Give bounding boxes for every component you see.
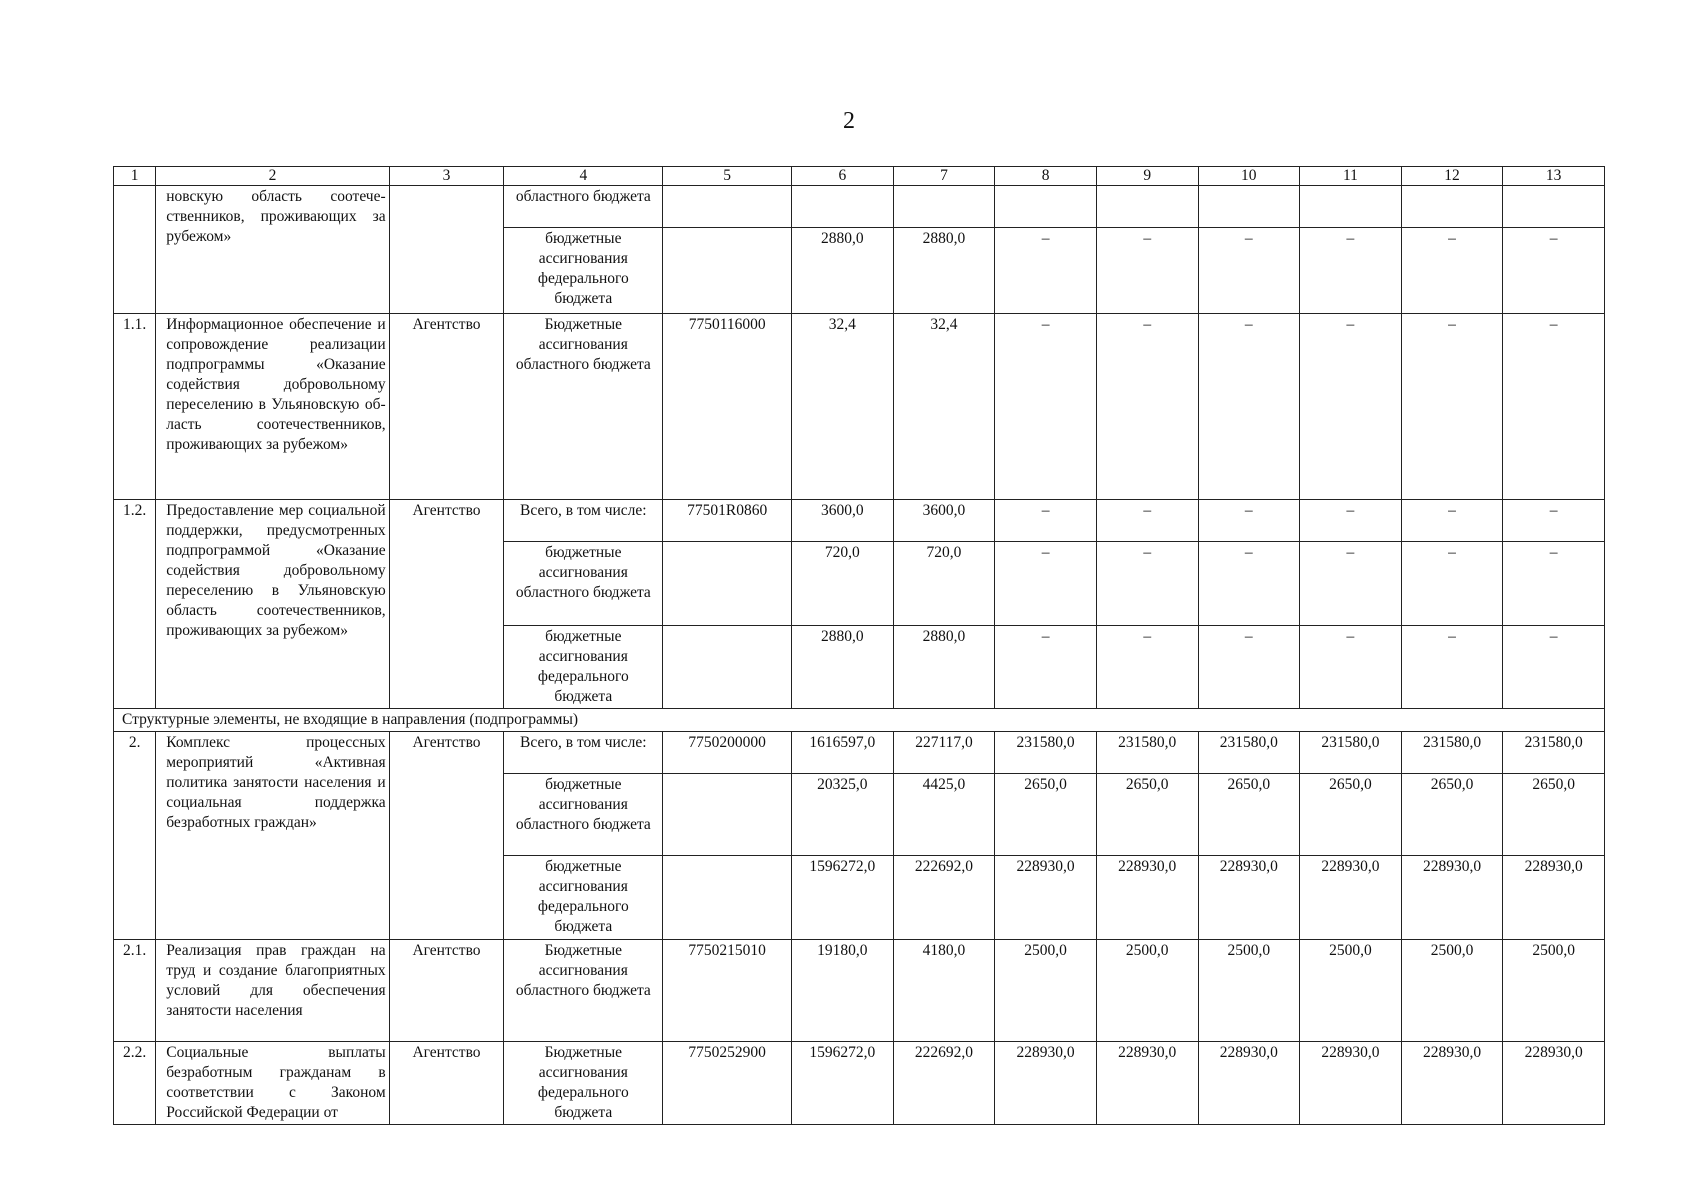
cell-value-col7: 222692,0 — [893, 1042, 995, 1125]
cell-index — [114, 186, 156, 314]
cell-name: Реализация прав граждан на труд и создание благоприятных условий для обеспечения занятости населения — [156, 940, 389, 1042]
cell-budget-code — [663, 856, 792, 940]
cell-funding-source: бюджетные ассигнования областного бюджета — [504, 542, 663, 626]
cell-index: 2. — [114, 732, 156, 940]
page-number: 2 — [843, 108, 855, 134]
cell-value-col11: – — [1300, 228, 1402, 314]
cell-executor — [389, 186, 504, 314]
cell-value-col10: – — [1198, 314, 1300, 500]
column-header-7: 7 — [893, 167, 995, 186]
cell-value-col6: 2880,0 — [792, 626, 894, 709]
cell-budget-code: 7750200000 — [663, 732, 792, 774]
row-1-2-total — [114, 500, 1605, 542]
cell-value-col11: 2650,0 — [1300, 774, 1402, 856]
cell-value-col12: 2500,0 — [1401, 940, 1503, 1042]
cell-value-col11 — [1300, 186, 1402, 228]
cell-name: новскую область соотечественников, проживающих за рубежом» — [156, 186, 389, 314]
column-header-11: 11 — [1300, 167, 1402, 186]
cell-index: 2.1. — [114, 940, 156, 1042]
cell-value-col11: 228930,0 — [1300, 856, 1402, 940]
cell-value-col13: 2650,0 — [1503, 774, 1605, 856]
cell-value-col7: 720,0 — [893, 542, 995, 626]
cell-value-col6: 1596272,0 — [792, 1042, 894, 1125]
cell-value-col9: – — [1096, 626, 1198, 709]
cell-value-col9: 231580,0 — [1096, 732, 1198, 774]
column-header-8: 8 — [995, 167, 1097, 186]
cell-funding-source: Бюджетные ассигнования федерального бюджета — [504, 1042, 663, 1125]
cell-value-col13: – — [1503, 228, 1605, 314]
cell-value-col8: – — [995, 314, 1097, 500]
cell-value-col12: – — [1401, 228, 1503, 314]
cell-value-col9: 228930,0 — [1096, 856, 1198, 940]
cell-budget-code — [663, 228, 792, 314]
cell-funding-source: Бюджетные ассигнования областного бюджета — [504, 314, 663, 500]
cell-value-col11: – — [1300, 314, 1402, 500]
cell-value-col6: 720,0 — [792, 542, 894, 626]
cell-budget-code — [663, 186, 792, 228]
cell-value-col8: – — [995, 500, 1097, 542]
cell-value-col13: 2500,0 — [1503, 940, 1605, 1042]
cell-value-col12: 228930,0 — [1401, 856, 1503, 940]
cell-value-col12: 231580,0 — [1401, 732, 1503, 774]
cont-oblast — [114, 186, 1605, 228]
cell-funding-source: областного бюджета — [504, 186, 663, 228]
column-header-1: 1 — [114, 167, 156, 186]
cell-budget-code — [663, 626, 792, 709]
cell-value-col12: – — [1401, 314, 1503, 500]
cell-value-col8: – — [995, 626, 1097, 709]
cell-value-col11: – — [1300, 542, 1402, 626]
cell-value-col11: 228930,0 — [1300, 1042, 1402, 1125]
cell-index: 2.2. — [114, 1042, 156, 1125]
cell-budget-code: 7750116000 — [663, 314, 792, 500]
cell-executor: Агентство — [389, 314, 504, 500]
budget-table — [113, 166, 1605, 1125]
row-2-2 — [114, 1042, 1605, 1125]
cell-executor: Агентство — [389, 1042, 504, 1125]
cell-value-col10: – — [1198, 542, 1300, 626]
cell-value-col11: – — [1300, 500, 1402, 542]
cell-value-col12: – — [1401, 626, 1503, 709]
cell-value-col9: 2650,0 — [1096, 774, 1198, 856]
cell-value-col7: 222692,0 — [893, 856, 995, 940]
cell-value-col7: 4180,0 — [893, 940, 995, 1042]
cell-value-col7: 32,4 — [893, 314, 995, 500]
cell-value-col8: 2500,0 — [995, 940, 1097, 1042]
column-header-3: 3 — [389, 167, 504, 186]
column-header-12: 12 — [1401, 167, 1503, 186]
cell-funding-source: бюджетные ассигнования областного бюджета — [504, 774, 663, 856]
cell-value-col9: – — [1096, 228, 1198, 314]
cell-index: 1.2. — [114, 500, 156, 709]
cell-value-col13: – — [1503, 500, 1605, 542]
cell-value-col11: – — [1300, 626, 1402, 709]
cell-value-col13: – — [1503, 626, 1605, 709]
cell-value-col10: 228930,0 — [1198, 1042, 1300, 1125]
cell-funding-source: Бюджетные ассигнования областного бюджета — [504, 940, 663, 1042]
cell-budget-code — [663, 774, 792, 856]
cell-funding-source: бюджетные ассигнования федерального бюджета — [504, 626, 663, 709]
cell-value-col13: 228930,0 — [1503, 856, 1605, 940]
cell-value-col8: – — [995, 228, 1097, 314]
cell-value-col9: – — [1096, 542, 1198, 626]
cell-value-col7 — [893, 186, 995, 228]
cell-budget-code: 7750215010 — [663, 940, 792, 1042]
cell-value-col6: 1616597,0 — [792, 732, 894, 774]
cell-value-col6: 2880,0 — [792, 228, 894, 314]
cell-value-col10: 231580,0 — [1198, 732, 1300, 774]
cell-name: Предоставление мер социальной поддержки, предусмотренных подпрограммой «Оказание содействия добровольному переселению в Ульяновскую область соотечественников, проживающих за рубежом» — [156, 500, 389, 709]
cell-budget-code — [663, 542, 792, 626]
cell-value-col6: 32,4 — [792, 314, 894, 500]
cell-value-col12: – — [1401, 500, 1503, 542]
column-header-2: 2 — [156, 167, 389, 186]
cell-funding-source: бюджетные ассигнования федерального бюджета — [504, 228, 663, 314]
cell-name: Информационное обеспечение и сопровождение реализации подпрограммы «Оказание содействия добровольному переселению в Ульяновскую область соотечественников, проживающих за рубежом» — [156, 314, 389, 500]
cell-value-col10: 228930,0 — [1198, 856, 1300, 940]
cell-value-col9: – — [1096, 500, 1198, 542]
cell-name: Социальные выплаты безработным гражданам в соответствии с Законом Российской Федерации от — [156, 1042, 389, 1125]
cell-value-col10 — [1198, 186, 1300, 228]
cell-value-col8: 228930,0 — [995, 856, 1097, 940]
cell-value-col9 — [1096, 186, 1198, 228]
column-header-10: 10 — [1198, 167, 1300, 186]
cell-name: Комплекс процессных мероприятий «Активная политика занятости населения и социальная поддержка безработных граждан» — [156, 732, 389, 940]
section-structural — [114, 709, 1605, 732]
cell-executor: Агентство — [389, 500, 504, 709]
cell-value-col7: 2880,0 — [893, 228, 995, 314]
cell-value-col6: 20325,0 — [792, 774, 894, 856]
cell-value-col10: – — [1198, 500, 1300, 542]
cell-value-col13: – — [1503, 314, 1605, 500]
cell-value-col8 — [995, 186, 1097, 228]
cell-value-col9: – — [1096, 314, 1198, 500]
column-header-4: 4 — [504, 167, 663, 186]
cell-value-col12: 228930,0 — [1401, 1042, 1503, 1125]
cell-value-col6: 3600,0 — [792, 500, 894, 542]
cell-value-col6: 19180,0 — [792, 940, 894, 1042]
cell-value-col13 — [1503, 186, 1605, 228]
row-2-1 — [114, 940, 1605, 1042]
cell-value-col10: – — [1198, 626, 1300, 709]
cell-value-col9: 228930,0 — [1096, 1042, 1198, 1125]
cell-value-col8: 228930,0 — [995, 1042, 1097, 1125]
cell-value-col8: 231580,0 — [995, 732, 1097, 774]
cell-value-col7: 227117,0 — [893, 732, 995, 774]
cell-value-col10: 2650,0 — [1198, 774, 1300, 856]
cell-value-col7: 2880,0 — [893, 626, 995, 709]
column-header-6: 6 — [792, 167, 894, 186]
header-row — [114, 167, 1605, 186]
cell-budget-code: 7750252900 — [663, 1042, 792, 1125]
column-header-5: 5 — [663, 167, 792, 186]
cell-value-col12: – — [1401, 542, 1503, 626]
cell-value-col10: – — [1198, 228, 1300, 314]
column-header-9: 9 — [1096, 167, 1198, 186]
cell-executor: Агентство — [389, 940, 504, 1042]
cell-value-col8: – — [995, 542, 1097, 626]
cell-value-col12 — [1401, 186, 1503, 228]
cell-value-col13: 231580,0 — [1503, 732, 1605, 774]
cell-value-col7: 3600,0 — [893, 500, 995, 542]
cell-value-col9: 2500,0 — [1096, 940, 1198, 1042]
cell-value-col12: 2650,0 — [1401, 774, 1503, 856]
cell-executor: Агентство — [389, 732, 504, 940]
column-header-13: 13 — [1503, 167, 1605, 186]
cell-value-col11: 2500,0 — [1300, 940, 1402, 1042]
row-1-1 — [114, 314, 1605, 500]
row-2-total — [114, 732, 1605, 774]
cell-value-col8: 2650,0 — [995, 774, 1097, 856]
cell-value-col7: 4425,0 — [893, 774, 995, 856]
cell-budget-code: 77501R0860 — [663, 500, 792, 542]
cell-value-col6 — [792, 186, 894, 228]
cell-funding-source: Всего, в том числе: — [504, 732, 663, 774]
cell-value-col13: – — [1503, 542, 1605, 626]
section-title: Структурные элементы, не входящие в направления (подпрограммы) — [114, 709, 1605, 732]
cell-value-col13: 228930,0 — [1503, 1042, 1605, 1125]
cell-value-col6: 1596272,0 — [792, 856, 894, 940]
cell-funding-source: бюджетные ассигнования федерального бюджета — [504, 856, 663, 940]
cell-funding-source: Всего, в том числе: — [504, 500, 663, 542]
cell-value-col11: 231580,0 — [1300, 732, 1402, 774]
cell-value-col10: 2500,0 — [1198, 940, 1300, 1042]
cell-index: 1.1. — [114, 314, 156, 500]
